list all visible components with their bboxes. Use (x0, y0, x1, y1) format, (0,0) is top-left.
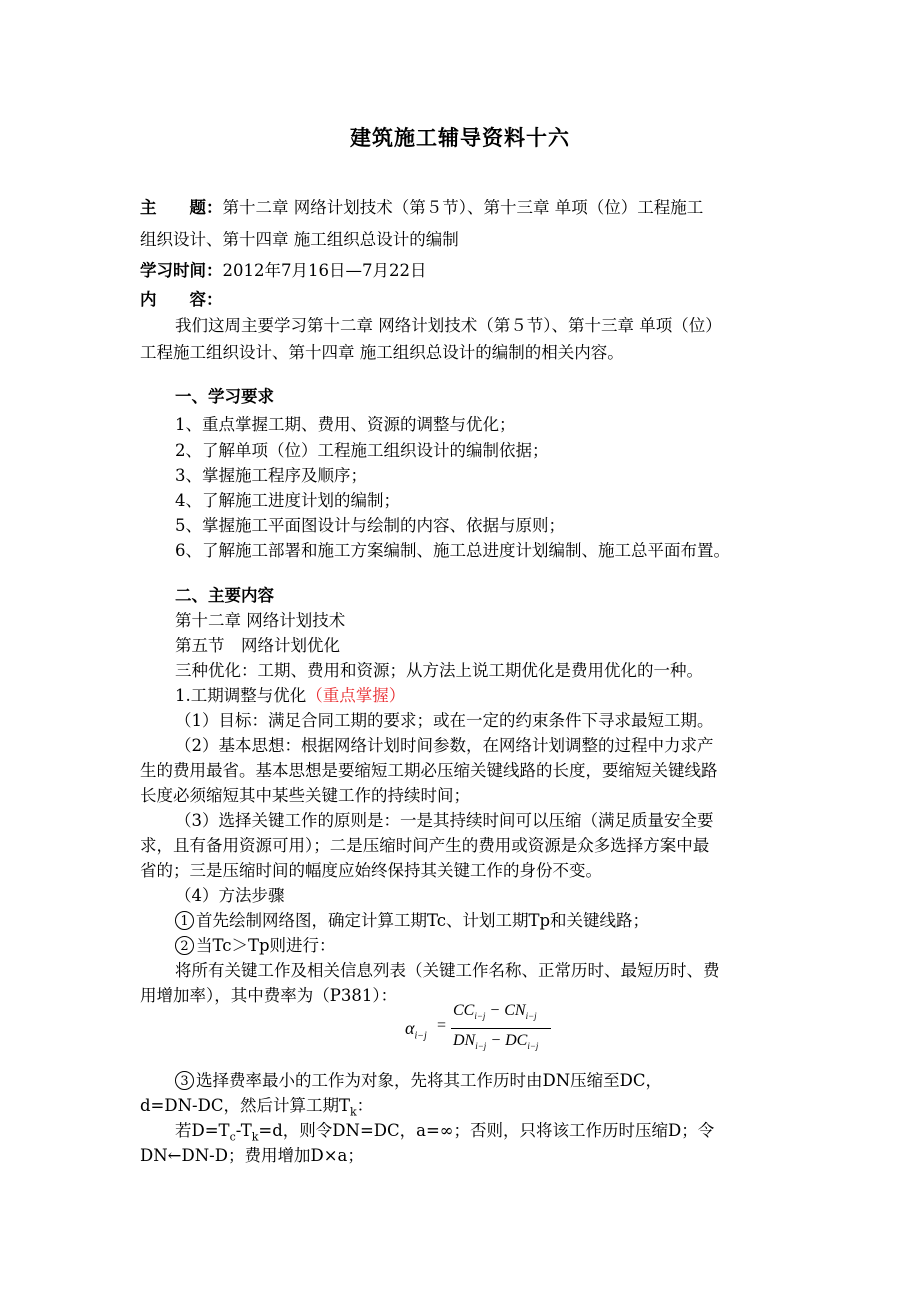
chapter-title: 第十二章 网络计划技术 (175, 611, 346, 630)
formula-equals: = (437, 1017, 447, 1034)
item-1-label: 1.工期调整与优化 (175, 686, 307, 705)
choose-line-2: 求，且有备用资源可用）；二是压缩时间产生的费用或资源是众多选择方案中最 (140, 836, 710, 855)
intro-line-1: 我们这周主要学习第十二章 网络计划技术（第５节）、第十三章 单项（位） (175, 316, 722, 335)
step-1 (175, 909, 820, 933)
study-time-label: 学习时间： (140, 261, 223, 280)
step-3-text: 选择费率最小的工作为对象，先将其工作历时由DN压缩至DC， (196, 1071, 663, 1090)
document-title: 建筑施工辅导资料十六 (350, 125, 570, 150)
section-title: 第五节 网络计划优化 (175, 636, 340, 655)
step-2-text: 当Tc＞Tp则进行： (196, 936, 336, 955)
step-3 (175, 1069, 820, 1093)
subject-line-2: 组织设计、第十四章 施工组织总设计的编制 (140, 230, 459, 249)
cost-rate-formula (405, 1002, 555, 1054)
three-optimizations: 三种优化：工期、费用和资源；从方法上说工期优化是费用优化的一种。 (175, 661, 703, 680)
requirement-item: 1、重点掌握工期、费用、资源的调整与优化； (175, 415, 516, 434)
study-time-line (140, 259, 785, 283)
condition-line-2: DN←DN-D；费用增加D×a； (140, 1146, 364, 1165)
subject-text: 第十二章 网络计划技术（第５节）、第十三章 单项（位）工程施工 (222, 198, 704, 217)
study-time-value: 2012年7月16日—7月22日 (222, 261, 427, 280)
step-1-text: 首先绘制网络图，确定计算工期Tc、计划工期Tp和关键线路； (196, 911, 650, 930)
list-line-2: 用增加率），其中费率为（P381）： (140, 986, 398, 1005)
intro-line-2: 工程施工组织设计、第十四章 施工组织总设计的编制的相关内容。 (140, 343, 624, 362)
item-1-heading (175, 684, 820, 708)
goal-text: （1）目标：满足合同工期的要求；或在一定的约束条件下寻求最短工期。 (175, 711, 714, 730)
step-2 (175, 934, 820, 958)
section-1-heading: 一、学习要求 (175, 387, 274, 406)
requirement-item: 2、了解单项（位）工程施工组织设计的编制依据； (175, 441, 549, 460)
requirement-item: 4、了解施工进度计划的编制； (175, 491, 400, 510)
idea-line-3: 长度必须缩短其中某些关键工作的持续时间； (140, 786, 470, 805)
key-point-note: （重点掌握） (306, 686, 406, 705)
step-number-circle: 3 (175, 1071, 194, 1090)
choose-line-1: （3）选择关键工作的原则是：一是其持续时间可以压缩（满足质量安全要 (175, 811, 714, 830)
formula-denominator: $DN_{i-j} - DC_{i-j}$ (453, 1032, 539, 1052)
condition-line-1: 若$D=T_c-T_k=d$，则令DN=DC，a=∞；否则，只将该工作历时压缩D；令 (175, 1121, 715, 1144)
list-line-1: 将所有关键工作及相关信息列表（关键工作名称、正常历时、最短历时、费 (175, 961, 720, 980)
section-2-heading: 二、主要内容 (175, 586, 274, 605)
steps-heading: （4）方法步骤 (175, 886, 285, 905)
fraction-bar (451, 1028, 551, 1029)
choose-line-3: 省的；三是压缩时间的幅度应始终保持其关键工作的身份不变。 (140, 861, 602, 880)
formula-numerator: $CC_{i-j} - CN_{i-j}$ (453, 1002, 537, 1022)
idea-line-1: （2）基本思想：根据网络计划时间参数，在网络计划调整的过程中力求产 (175, 736, 714, 755)
subject-line-1 (140, 196, 785, 220)
step-3-line-2: d=DN-DC，然后计算工期$T_k$： (140, 1096, 374, 1119)
step-number-circle: 1 (175, 911, 194, 930)
subject-label: 主 题： (140, 198, 223, 217)
formula-lhs: $\alpha_{i-j}$ (405, 1018, 427, 1042)
requirement-item: 3、掌握施工程序及顺序； (175, 466, 367, 485)
requirement-item: 5、掌握施工平面图设计与绘制的内容、依据与原则； (175, 516, 565, 535)
requirement-item: 6、了解施工部署和施工方案编制、施工总进度计划编制、施工总平面布置。 (175, 541, 730, 560)
step-number-circle: 2 (175, 936, 194, 955)
idea-line-2: 生的费用最省。基本思想是要缩短工期必压缩关键线路的长度，要缩短关键线路 (140, 761, 718, 780)
content-label: 内 容： (140, 290, 223, 309)
